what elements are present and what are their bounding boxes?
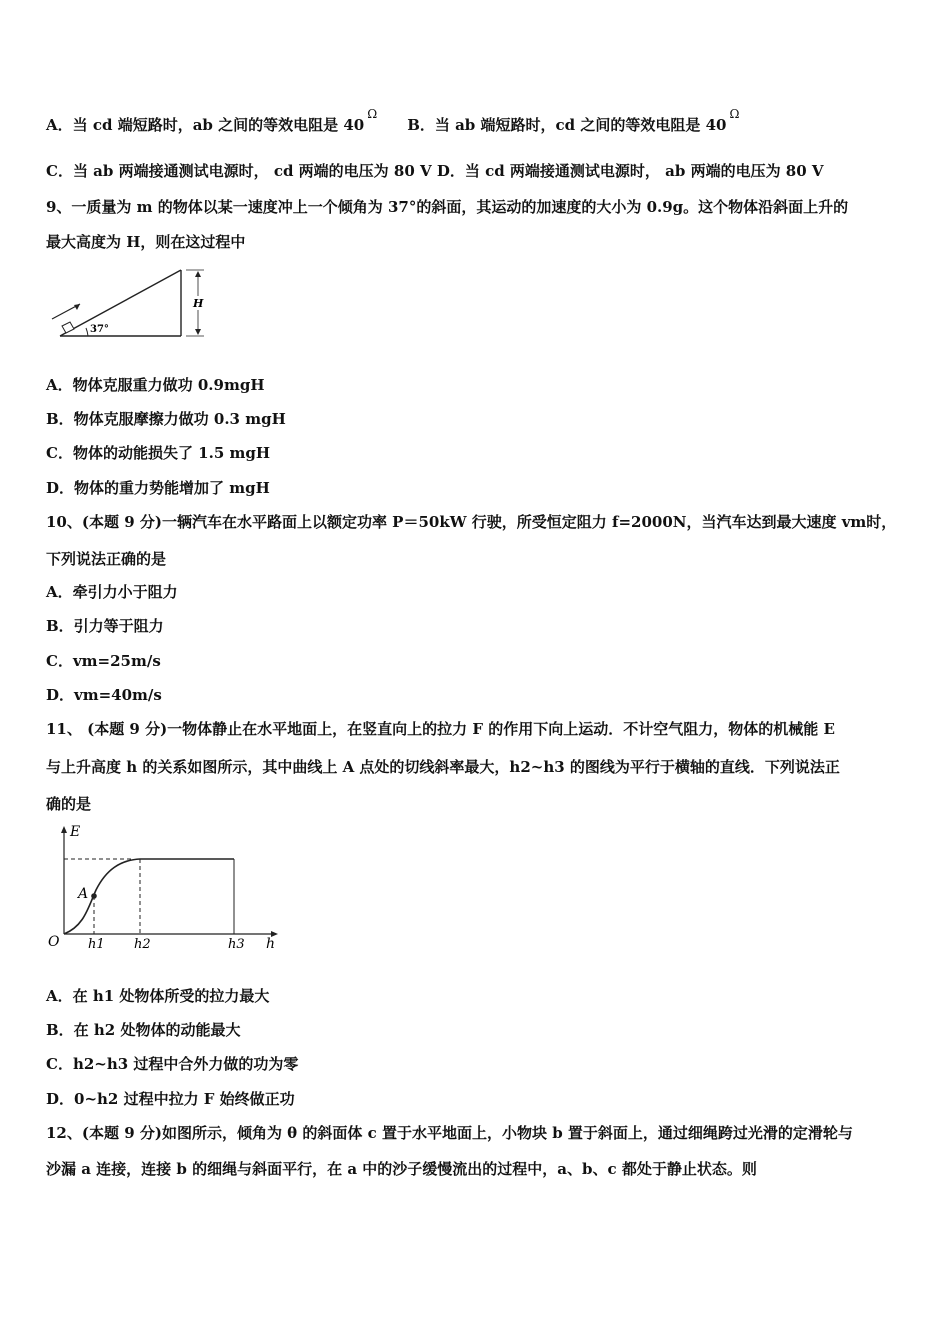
q11-stem-line3: 确的是 bbox=[46, 795, 92, 813]
q10-option-b: B．引力等于阻力 bbox=[46, 617, 164, 635]
q12-stem-line2: 沙漏 a 连接，连接 b 的细绳与斜面平行，在 a 中的沙子缓慢流出的过程中，a、b、c 都处于静止状态。则 bbox=[46, 1160, 757, 1178]
q11-option-b: B．在 h2 处物体的动能最大 bbox=[46, 1021, 241, 1039]
tick-h1: h1 bbox=[88, 937, 105, 952]
q9-option-c: C．物体的动能损失了 1.5 mgH bbox=[46, 444, 271, 462]
q9-stem-line2: 最大高度为 H，则在这过程中 bbox=[46, 233, 246, 251]
incline-triangle bbox=[60, 270, 181, 336]
q10-stem-line2: 下列说法正确的是 bbox=[46, 550, 167, 568]
q11-stem-line2: 与上升高度 h 的关系如图所示，其中曲线上 A 点处的切线斜率最大，h2~h3 的图线为平行于横轴的直线．下列说法正 bbox=[46, 758, 840, 776]
q10-option-c: C．vm=25m/s bbox=[46, 652, 161, 670]
ohm-symbol: Ω bbox=[729, 107, 740, 121]
q9-option-a: A．物体克服重力做功 0.9mgH bbox=[46, 376, 265, 394]
q10-option-d: D．vm=40m/s bbox=[46, 686, 162, 704]
x-axis-label: h bbox=[266, 936, 276, 952]
block-on-incline bbox=[62, 322, 74, 333]
q12-stem-line1: 12、(本题 9 分)如图所示，倾角为 θ 的斜面体 c 置于水平地面上，小物块 b 置于斜面上，通过细绳跨过光滑的定滑轮与 bbox=[46, 1124, 853, 1142]
height-label: H bbox=[193, 297, 204, 310]
q11-option-a: A．在 h1 处物体所受的拉力最大 bbox=[46, 987, 270, 1005]
q11-option-d: D．0~h2 过程中拉力 F 始终做正功 bbox=[46, 1090, 295, 1108]
q11-energy-graph bbox=[40, 822, 290, 957]
q8-option-a: A．当 cd 端短路时，ab 之间的等效电阻是 40 bbox=[46, 116, 365, 134]
y-axis-arrow bbox=[61, 826, 67, 833]
energy-curve bbox=[64, 859, 234, 934]
q9-option-b: B．物体克服摩擦力做功 0.3 mgH bbox=[46, 410, 286, 428]
tick-h3: h3 bbox=[228, 937, 245, 952]
q9-option-d: D．物体的重力势能增加了 mgH bbox=[46, 479, 270, 497]
origin-label: O bbox=[48, 934, 60, 950]
point-a bbox=[91, 893, 97, 899]
tick-h2: h2 bbox=[134, 937, 151, 952]
q8-options-cd: C．当 ab 两端接通测试电源时， cd 两端的电压为 80 V D．当 cd 两端接通测试电源时， ab 两端的电压为 80 V bbox=[46, 162, 824, 180]
q10-option-a: A．牵引力小于阻力 bbox=[46, 583, 178, 601]
ohm-symbol: Ω bbox=[367, 107, 378, 121]
q8-options-ab bbox=[46, 107, 740, 136]
y-axis-label: E bbox=[70, 824, 81, 840]
q10-stem-line1: 10、(本题 9 分)一辆汽车在水平路面上以额定功率 P＝50kW 行驶，所受恒定阻力 f=2000N，当汽车达到最大速度 vm时， bbox=[46, 513, 897, 531]
angle-label: 37° bbox=[90, 324, 109, 335]
q11-stem-line1: 11、 (本题 9 分)一物体静止在水平地面上，在竖直向上的拉力 F 的作用下向上运动．不计空气阻力，物体的机械能 E bbox=[46, 720, 835, 738]
angle-arc bbox=[86, 328, 88, 336]
point-a-label: A bbox=[78, 886, 89, 902]
velocity-arrow bbox=[52, 304, 80, 319]
q9-incline-figure bbox=[46, 262, 216, 342]
q8-option-b: B．当 ab 端短路时，cd 之间的等效电阻是 40 bbox=[407, 116, 727, 134]
q11-option-c: C．h2~h3 过程中合外力做的功为零 bbox=[46, 1055, 299, 1073]
q9-stem-line1: 9、一质量为 m 的物体以某一速度冲上一个倾角为 37°的斜面，其运动的加速度的大小为 0.9g。这个物体沿斜面上升的 bbox=[46, 198, 849, 216]
